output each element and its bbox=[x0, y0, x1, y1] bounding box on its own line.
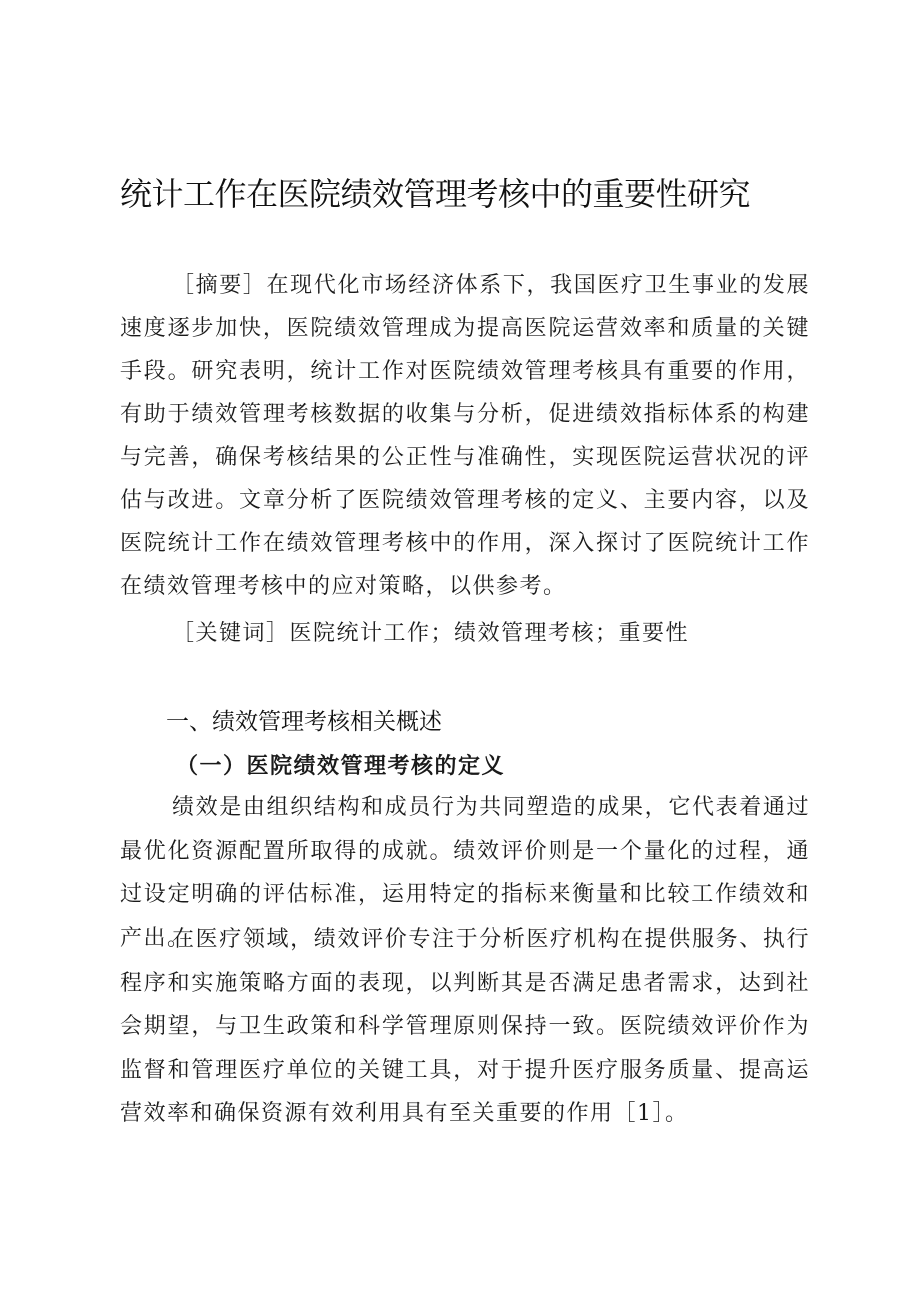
abstract-paragraph bbox=[120, 264, 810, 608]
body-paragraph: 在医疗领域，绩效评价专注于分析医疗机构在提供服务、执行程序和实施策略方面的表现，以判断其是否满足患者需求，达到社会期望，与卫生政策和科学管理原则保持一致。医院绩效评价作为监督和管理医疗单位的关键工具，对于提升医疗服务质量、提高运营效率和确保资源有效利用具有至关重要的作用［1］。 bbox=[120, 927, 810, 1126]
keywords-paragraph bbox=[172, 612, 812, 655]
abstract-label: ［摘要］ bbox=[172, 273, 267, 298]
body-paragraph: 绩效是由组织结构和成员行为共同塑造的成果，它代表着通过最优化资源配置所取得的成就。绩效评价则是一个量化的过程，通过设定明确的评估标准，运用特定的指标来衡量和比较工作绩效和产出。 bbox=[120, 795, 810, 951]
document-title: 统计工作在医院绩效管理考核中的重要性研究 bbox=[120, 175, 751, 213]
abstract-text: 在现代化市场经济体系下，我国医疗卫生事业的发展速度逐步加快，医院绩效管理成为提高医院运营效率和质量的关键手段。研究表明，统计工作对医院绩效管理考核具有重要的作用，有助于绩效管理考核数据的收集与分析，促进绩效指标体系的构建与完善，确保考核结果的公正性与准确性，实现医院运营状况的评估与改进。文章分析了医院绩效管理考核的定义、主要内容，以及医院统计工作在绩效管理考核中的作用，深入探讨了医院统计工作在绩效管理考核中的应对策略，以供参考。 bbox=[120, 273, 810, 599]
keywords-text: 医院统计工作；绩效管理考核；重要性 bbox=[289, 621, 690, 646]
keywords-label: ［关键词］ bbox=[172, 621, 290, 646]
subsection-heading: （一）医院绩效管理考核的定义 bbox=[176, 753, 506, 779]
section-heading: 一、绩效管理考核相关概述 bbox=[166, 709, 442, 735]
